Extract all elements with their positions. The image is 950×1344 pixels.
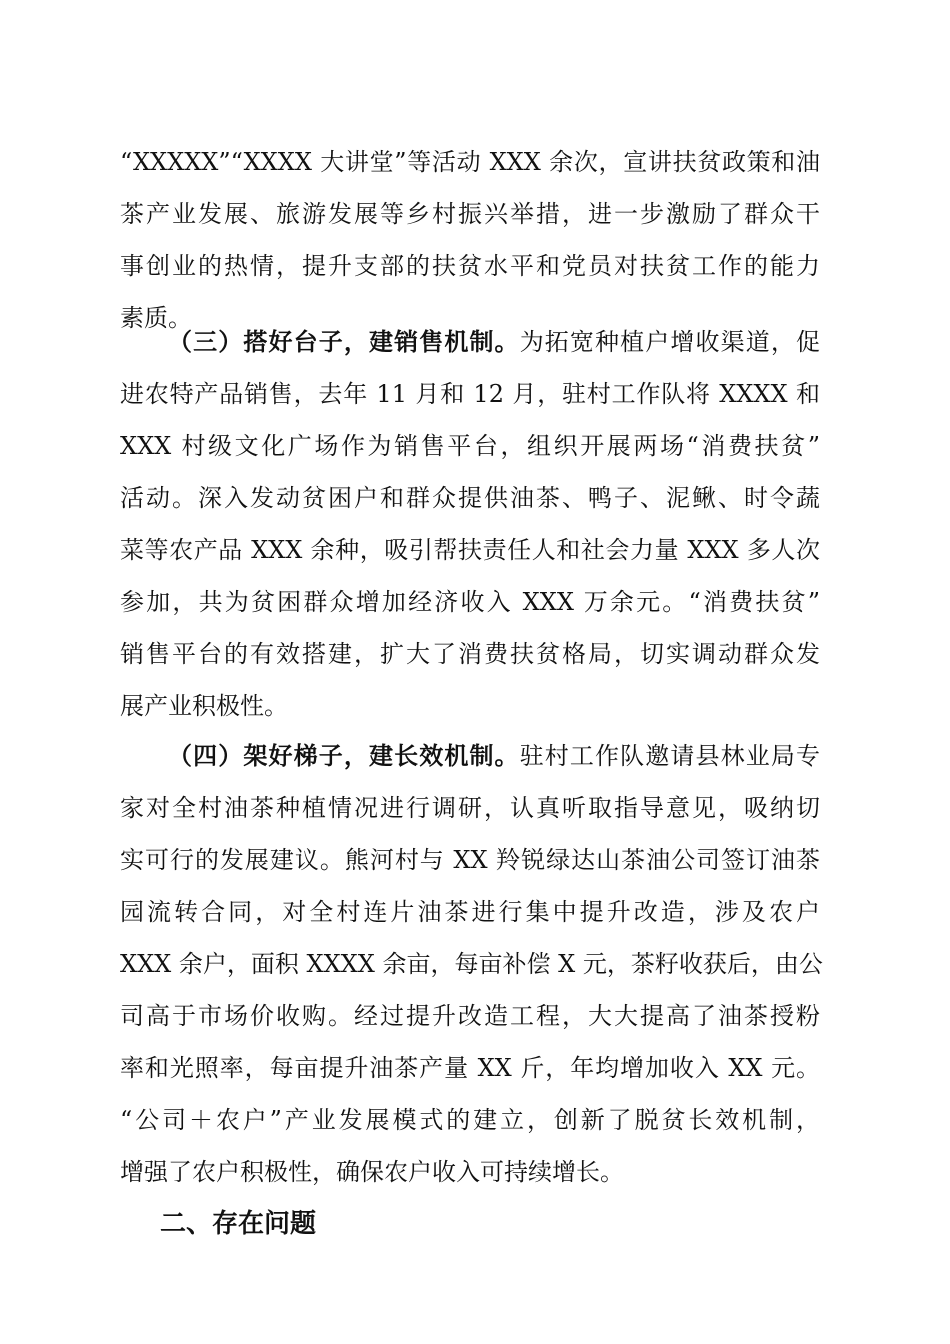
section-heading: 二、存在问题: [160, 1209, 317, 1239]
paragraph3-line-9: 增强了农户积极性，确保农户收入可持续增长。: [120, 1158, 624, 1186]
paragraph1-line-1: “XXXXX”“XXXX 大讲堂”等活动 XXX 余次，宣讲扶贫政策和油: [120, 148, 820, 176]
paragraph1-line-4: 素质。: [120, 304, 192, 332]
paragraph2-lead: （三）搭好台子，建销售机制。: [168, 327, 520, 356]
paragraph2-line-3: XXX 村级文化广场作为销售平台，组织开展两场“消费扶贫”: [120, 432, 820, 460]
paragraph3-first-rest: 驻村工作队邀请县林业局专: [519, 742, 821, 770]
paragraph2-line-4: 活动。深入发动贫困户和群众提供油茶、鸭子、泥鳅、时令蔬: [120, 484, 820, 512]
paragraph1-line-3: 事创业的热情，提升支部的扶贫水平和党员对扶贫工作的能力: [120, 252, 820, 280]
paragraph1-line-2: 茶产业发展、旅游发展等乡村振兴举措，进一步激励了群众干: [120, 200, 820, 228]
paragraph2-line-5: 菜等农产品 XXX 余种，吸引帮扶责任人和社会力量 XXX 多人次: [120, 536, 820, 564]
paragraph3-line-3: 实可行的发展建议。熊河村与 XX 羚锐绿达山茶油公司签订油茶: [120, 846, 820, 874]
paragraph3-line-6: 司高于市场价收购。经过提升改造工程，大大提高了油茶授粉: [120, 1002, 820, 1030]
paragraph2-first-rest: 为拓宽种植户增收渠道，促: [519, 328, 821, 356]
paragraph3-line-8: “公司＋农户”产业发展模式的建立，创新了脱贫长效机制，: [120, 1106, 820, 1134]
paragraph2-line-2: 进农特产品销售，去年 11 月和 12 月，驻村工作队将 XXXX 和: [120, 380, 820, 408]
paragraph2-line-8: 展产业积极性。: [120, 692, 288, 720]
paragraph3-line-5: XXX 余户，面积 XXXX 余亩，每亩补偿 X 元，茶籽收获后，由公: [120, 950, 823, 978]
paragraph2-line-7: 销售平台的有效搭建，扩大了消费扶贫格局，切实调动群众发: [120, 640, 820, 668]
paragraph2-line-1: [168, 316, 820, 368]
paragraph3-lead: （四）架好梯子，建长效机制。: [168, 741, 520, 770]
paragraph3-line-2: 家对全村油茶种植情况进行调研，认真听取指导意见，吸纳切: [120, 794, 820, 822]
paragraph3-line-7: 率和光照率，每亩提升油茶产量 XX 斤，年均增加收入 XX 元。: [120, 1054, 820, 1082]
paragraph3-line-4: 园流转合同，对全村连片油茶进行集中提升改造，涉及农户: [120, 898, 820, 926]
paragraph2-line-6: 参加，共为贫困群众增加经济收入 XXX 万余元。“消费扶贫”: [120, 588, 820, 616]
paragraph3-line-1: [168, 730, 820, 782]
